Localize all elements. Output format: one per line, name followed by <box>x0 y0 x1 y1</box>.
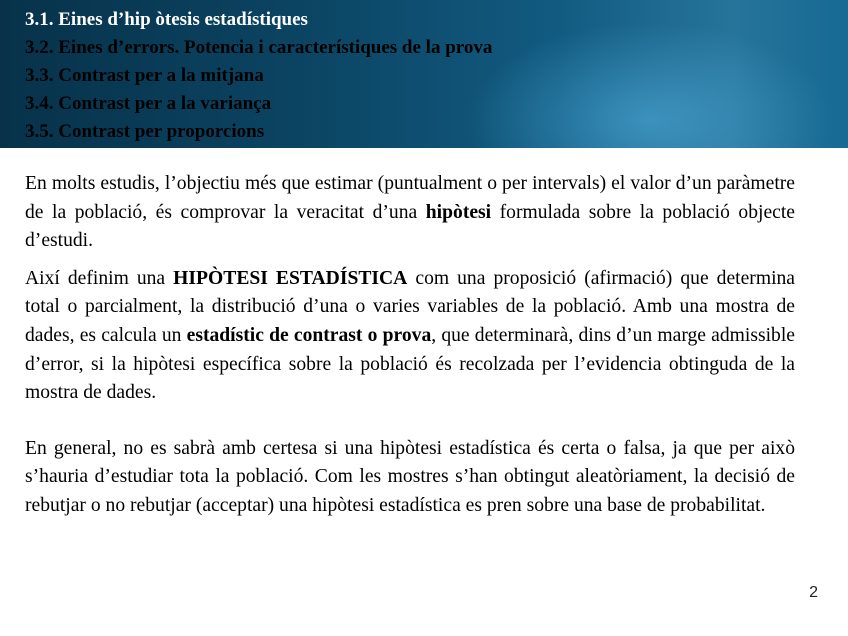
paragraph-definition <box>25 265 795 408</box>
toc-item-3-4: 3.4. Contrast per a la variança <box>25 93 272 114</box>
paragraph-definition-text-2: com una proposició (afirmació) que determina total o parcialment, la distribució d’una o varies variables de la població. Amb una mostra de dades, es calcula un <box>25 267 796 346</box>
paragraph-intro <box>25 170 795 256</box>
paragraph-intro-text-2: formulada sobre la població objecte d’estudi. <box>25 201 795 252</box>
paragraph-general: En general, no es sabrà amb certesa si una hipòtesi estadística és certa o falsa, ja que per això s’hauria d’estudiar tota la població. Com les mostres s’han obtingut aleatòriament, la decisió de rebutjar o no rebutjar (acceptar) una hipòtesi estadística es pren sobre una base de probabilitat. <box>25 437 795 516</box>
toc-item-3-2: 3.2. Eines d’errors. Potencia i característiques de la prova <box>25 37 493 58</box>
header-banner <box>0 0 848 148</box>
paragraph-definition-text-1: Així definim una <box>25 267 174 289</box>
paragraph-intro-text-1: En molts estudis, l’objectiu més que estimar (puntualment o per intervals) el valor d’un paràmetre de la població, és comprovar la veracitat d’una <box>25 173 795 223</box>
term-hipotesi: hipòtesi <box>425 201 492 223</box>
term-estadistic-contrast: estadístic de contrast o prova <box>186 324 432 346</box>
term-hipotesi-estadistica: HIPÒTESI ESTADÍSTICA <box>173 267 408 289</box>
toc-item-3-5: 3.5. Contrast per proporcions <box>25 121 265 142</box>
table-of-contents <box>25 6 492 146</box>
toc-item-3-3: 3.3. Contrast per a la mitjana <box>25 65 264 86</box>
paragraph-definition-text-3: , que determinarà, dins d’un marge admissible d’error, si la hipòtesi específica sobre la població és recolzada per l’evidencia obtinguda de la mostra de dades. <box>25 324 795 404</box>
toc-item-3-1: 3.1. Eines d’hip òtesis estadístiques <box>25 9 308 30</box>
slide-body <box>25 170 795 521</box>
page-number: 2 <box>809 584 818 601</box>
